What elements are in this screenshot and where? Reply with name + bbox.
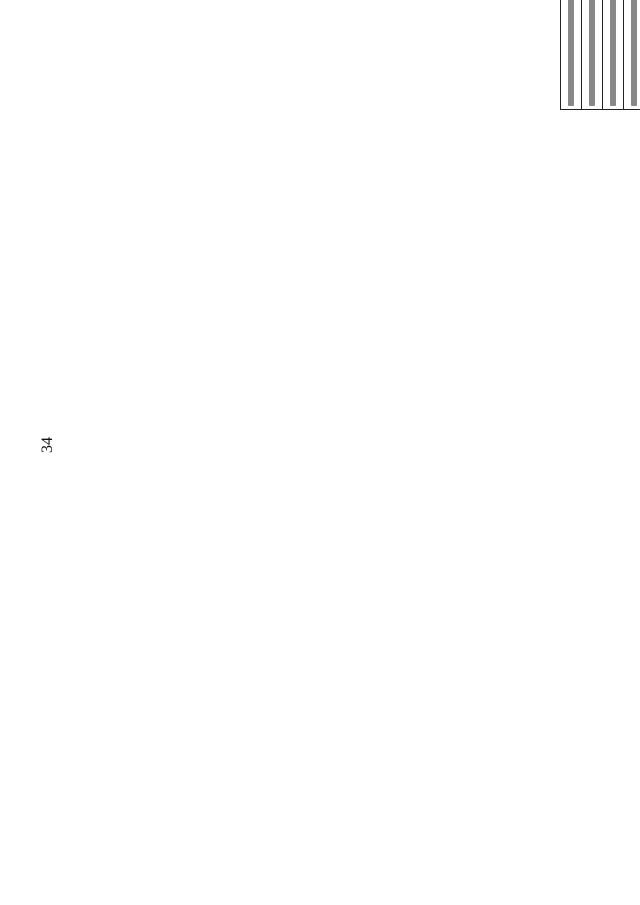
table-cell-name [582, 0, 603, 110]
budget-table-container [560, 0, 640, 110]
text-placeholder [589, 0, 595, 106]
table-cell-name [603, 0, 624, 110]
table-row [582, 0, 603, 110]
table-cell-name [624, 0, 640, 110]
table-row [624, 0, 640, 110]
table-cell-name [561, 0, 582, 110]
text-placeholder [631, 0, 637, 106]
table-row [603, 0, 624, 110]
budget-table [560, 0, 640, 110]
text-placeholder [568, 0, 574, 106]
text-placeholder [610, 0, 616, 106]
page-number: 34 [39, 437, 56, 453]
table-row [561, 0, 582, 110]
